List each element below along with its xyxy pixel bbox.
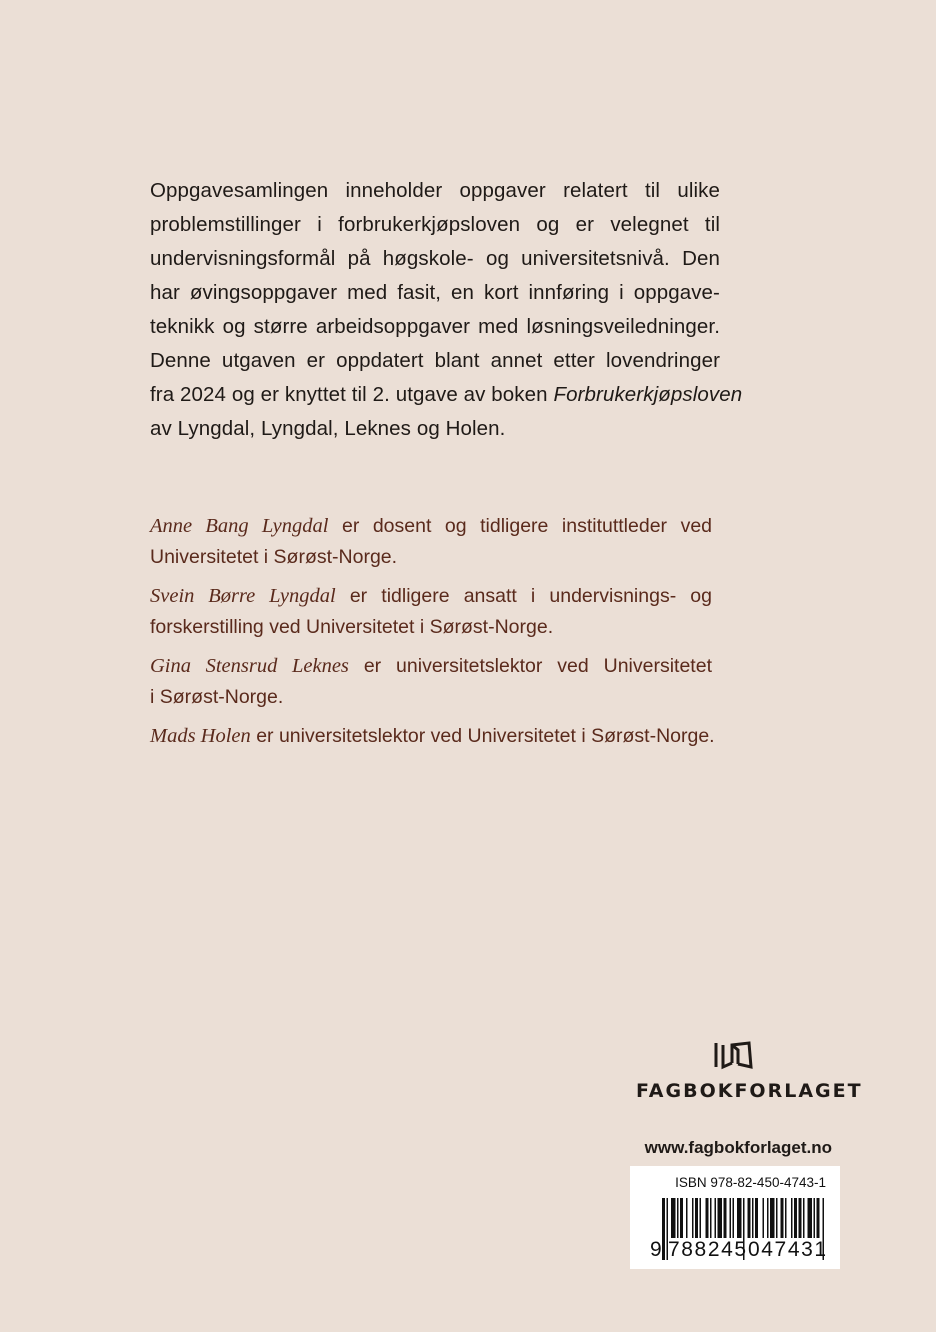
barcode-bar — [776, 1198, 778, 1238]
author-bios — [150, 511, 715, 760]
author-bio — [150, 651, 712, 713]
author-bio-text: er tidligere ansatt i undervisnings- og — [349, 585, 712, 607]
description-line: har øvingsoppgaver med fasit, en kort innføring i oppgave- — [150, 281, 720, 304]
barcode-bar — [680, 1198, 683, 1238]
author-name: Svein Børre Lyngdal — [150, 585, 336, 607]
barcode-bar — [662, 1198, 665, 1260]
author-name: Anne Bang Lyngdal — [150, 515, 329, 537]
isbn-label: ISBN 978-82-450-4743-1 — [675, 1175, 826, 1190]
barcode-bar — [767, 1198, 769, 1238]
barcode-bar — [700, 1198, 702, 1238]
publisher-website: www.fagbokforlaget.no — [644, 1138, 832, 1157]
publisher-name: FAGBOKFORLAGET — [636, 1080, 863, 1102]
barcode-bar — [710, 1198, 712, 1238]
author-bio-text: er dosent og tidligere instituttleder ved — [341, 515, 713, 537]
barcode-bar — [730, 1198, 732, 1238]
author-name: Gina Stensrud Leknes — [150, 655, 349, 677]
barcode-bar — [817, 1198, 820, 1238]
description-line: Oppgavesamlingen inneholder oppgaver relatert til ulike — [150, 179, 720, 202]
barcode-bar — [763, 1198, 765, 1238]
description-line-text: fra 2024 og er knyttet til 2. utgave av boken — [150, 383, 548, 406]
barcode — [630, 1166, 840, 1269]
barcode-digits: 047431 — [748, 1238, 828, 1261]
author-bio — [150, 721, 715, 752]
barcode-bar — [814, 1198, 816, 1238]
barcode-bar — [686, 1198, 688, 1238]
barcode-bar — [755, 1198, 758, 1238]
author-bio-line: forskerstilling ved Universitetet i Sørøst-Norge. — [150, 616, 554, 638]
author-bio — [150, 581, 712, 643]
barcode-bar — [794, 1198, 797, 1238]
barcode-bar — [748, 1198, 751, 1238]
barcode-bar — [692, 1198, 694, 1238]
barcode-bar — [785, 1198, 787, 1238]
barcode-bar — [781, 1198, 784, 1238]
description-line: undervisningsformål på høgskole- og universitetsnivå. Den — [150, 247, 720, 270]
author-bio-line — [150, 581, 712, 612]
description-line: Denne utgaven er oppdatert blant annet etter lovendringer — [150, 349, 720, 372]
book-title: Forbrukerkjøpsloven — [553, 383, 743, 406]
barcode-bar — [791, 1198, 793, 1238]
description-line — [150, 378, 743, 412]
author-bio-line: i Sørøst-Norge. — [150, 686, 284, 708]
barcode-bar — [677, 1198, 679, 1238]
barcode-bar — [671, 1198, 676, 1238]
description-line: av Lyngdal, Lyngdal, Leknes og Holen. — [150, 417, 506, 440]
author-bio-line — [150, 651, 712, 682]
barcode-bar — [808, 1198, 813, 1238]
author-bio-line — [150, 511, 712, 542]
barcode-bar — [803, 1198, 805, 1238]
barcode-bar — [799, 1198, 802, 1238]
barcode-bar — [718, 1198, 723, 1238]
barcode-bar — [733, 1198, 735, 1238]
barcode-digits: 788245 — [668, 1238, 748, 1261]
barcode-bar — [695, 1198, 698, 1238]
description-line: teknikk og større arbeidsoppgaver med løsningsveiledninger. — [150, 315, 720, 338]
author-bio-line: Universitetet i Sørøst-Norge. — [150, 546, 398, 568]
open-book-logo-icon — [713, 1040, 755, 1070]
author-bio-line — [150, 721, 715, 752]
barcode-bar — [724, 1198, 727, 1238]
barcode-bar — [706, 1198, 709, 1238]
author-name: Mads Holen — [150, 725, 251, 747]
description-line: problemstillinger i forbrukerkjøpsloven og er velegnet til — [150, 213, 720, 236]
publisher-logo — [636, 1040, 863, 1102]
barcode-digit: 9 — [650, 1238, 662, 1261]
barcode-bar — [770, 1198, 775, 1238]
barcode-bar — [737, 1198, 742, 1238]
barcode-bar — [752, 1198, 754, 1238]
author-bio-text: er universitetslektor ved Universitetet i Sørøst-Norge. — [256, 725, 715, 747]
author-bio-text: er universitetslektor ved Universitetet — [363, 655, 712, 677]
author-bio — [150, 511, 712, 573]
description-text — [150, 174, 743, 446]
barcode-bar — [715, 1198, 717, 1238]
